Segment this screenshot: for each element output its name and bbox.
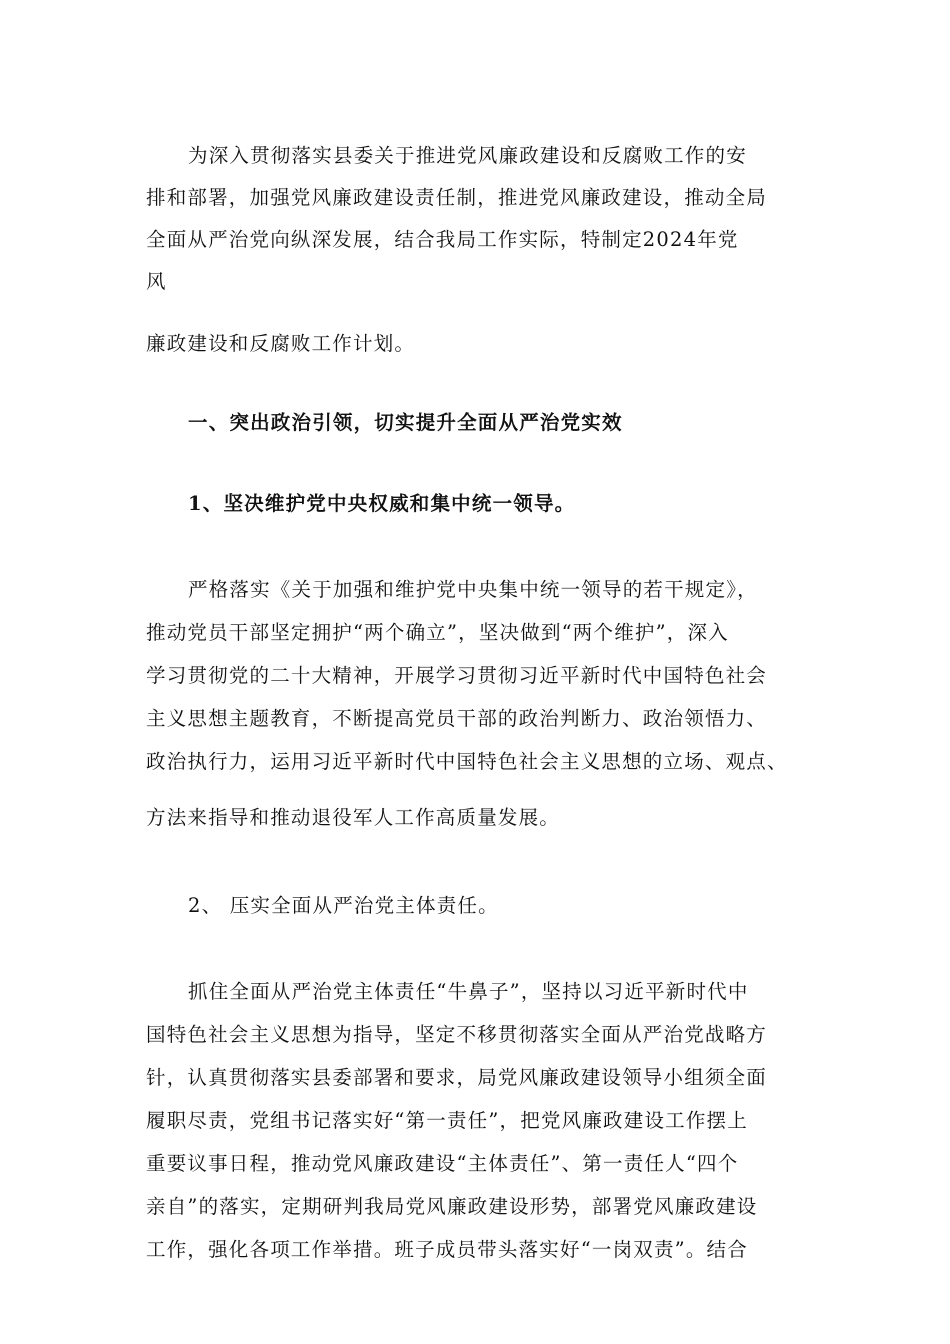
paragraph-line: 针，认真贯彻落实县委部署和要求，局党风廉政建设领导小组须全面 — [146, 1066, 768, 1089]
paragraph-line: 工作，强化各项工作举措。班子成员带头落实好“一岗双责”。结合 — [146, 1238, 748, 1261]
paragraph-line: 学习贯彻党的二十大精神，开展学习贯彻习近平新时代中国特色社会 — [146, 664, 768, 687]
paragraph-line: 亲自”的落实，定期研判我局党风廉政建设形势，部署党风廉政建设 — [146, 1195, 758, 1218]
paragraph-line: 抓住全面从严治党主体责任“牛鼻子”，坚持以习近平新时代中 — [188, 980, 749, 1003]
paragraph-line: 推动党员干部坚定拥护“两个确立”，坚决做到“两个维护”，深入 — [146, 621, 729, 644]
paragraph-line: 主义思想主题教育，不断提高党员干部的政治判断力、政治领悟力、 — [146, 707, 768, 730]
intro-line: 全面从严治党向纵深发展，结合我局工作实际，特制定2024年党 — [146, 228, 739, 251]
paragraph-line: 严格落实《关于加强和维护党中央集中统一领导的若干规定》， — [188, 578, 758, 601]
item-heading: 2、 压实全面从严治党主体责任。 — [188, 894, 499, 917]
section-heading: 一、突出政治引领，切实提升全面从严治党实效 — [188, 411, 623, 434]
paragraph-line: 方法来指导和推动退役军人工作高质量发展。 — [146, 806, 561, 829]
paragraph-line: 国特色社会主义思想为指导，坚定不移贯彻落实全面从严治党战略方 — [146, 1023, 768, 1046]
intro-line: 为深入贯彻落实县委关于推进党风廉政建设和反腐败工作的安 — [188, 144, 747, 167]
intro-line: 风 — [146, 270, 167, 293]
paragraph-line: 政治执行力，运用习近平新时代中国特色社会主义思想的立场、观点、 — [146, 750, 788, 773]
paragraph-line: 重要议事日程，推动党风廉政建设“主体责任”、第一责任人“四个 — [146, 1152, 739, 1175]
intro-line: 排和部署，加强党风廉政建设责任制，推进党风廉政建设，推动全局 — [146, 186, 768, 209]
paragraph-line: 履职尽责，党组书记落实好“第一责任”，把党风廉政建设工作摆上 — [146, 1109, 748, 1132]
item-heading: 1、坚决维护党中央权威和集中统一领导。 — [188, 492, 576, 515]
intro-line: 廉政建设和反腐败工作计划。 — [146, 332, 416, 355]
